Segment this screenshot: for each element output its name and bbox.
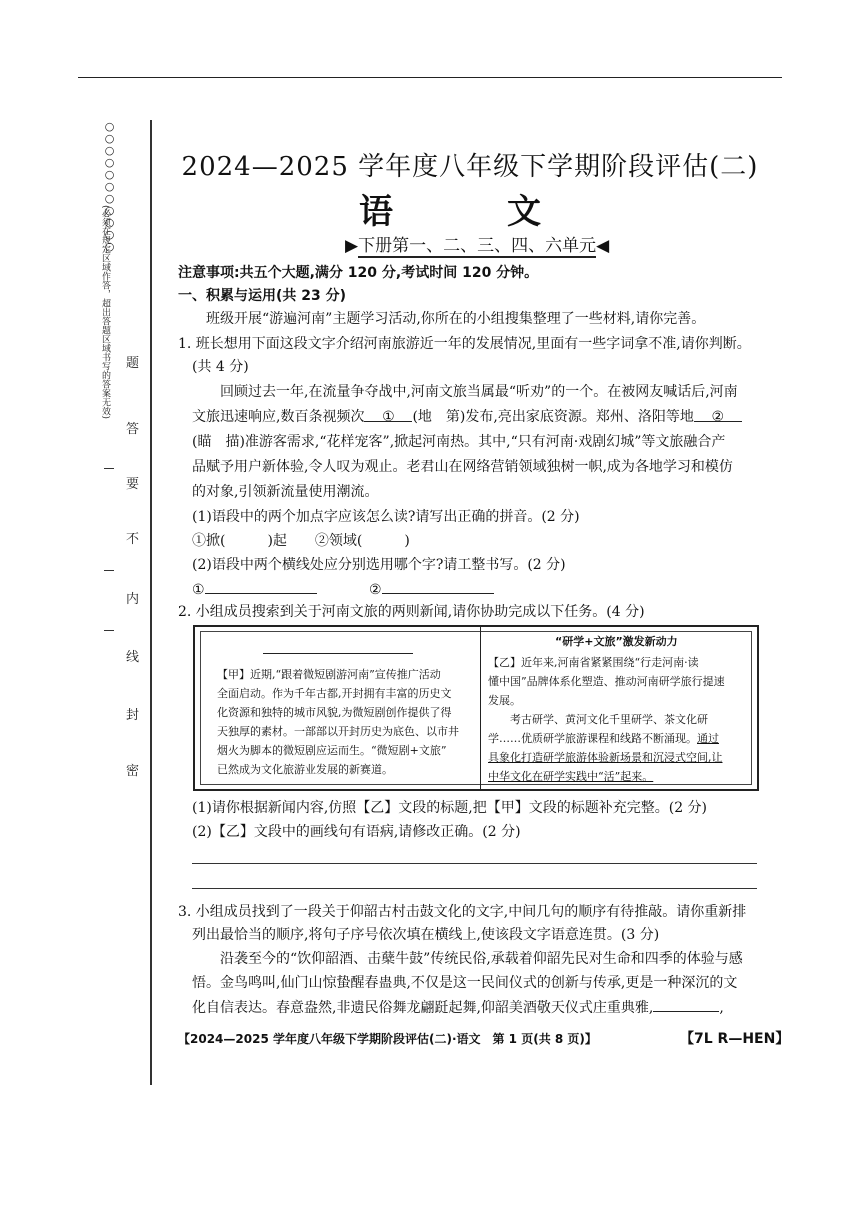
- seal-char: 不: [126, 532, 140, 547]
- q2-sub1: (1)请你根据新闻内容,仿照【乙】文段的标题,把【甲】文段的标题补充完整。(2 分): [192, 800, 708, 816]
- news-yi-line: [488, 729, 750, 748]
- seal-char: 线: [126, 650, 140, 665]
- q1-sub1-answers[interactable]: ①掀( )起 ②领域( ): [192, 533, 410, 549]
- q3-text: 化自信表达。春意盎然,非遗民俗舞龙翩跹起舞,仰韶美酒敬天仪式庄重典雅,: [192, 1000, 654, 1016]
- news-jia-line: 已然成为文化旅游业发展的新赛道。: [217, 763, 393, 776]
- q1-para-line: [192, 407, 742, 427]
- news-jia-line: 烟火为脚本的微短剧应运而生。“微短剧+文旅”: [217, 744, 447, 757]
- notice: [178, 263, 538, 283]
- jia-title-blank[interactable]: [263, 653, 413, 654]
- news-yi-line: 发展。: [488, 694, 521, 707]
- news-jia-line: 天独厚的素材。一部部以开封历史为底色、以市井: [217, 725, 459, 738]
- page-top-rule: [78, 77, 782, 78]
- answer-line[interactable]: [192, 888, 757, 889]
- q1-text: 文旅迅速响应,数百条视频次: [192, 409, 365, 425]
- seal-char: 要: [126, 477, 140, 492]
- news-yi-line: 【乙】近年来,河南省紧紧围绕“行走河南·读: [488, 656, 699, 669]
- q1-para-line: (瞄 描)准游客需求,“花样宠客”,掀起河南热。其中,“只有河南·戏剧幻城”等文旅融合产: [192, 434, 726, 450]
- seal-dash: [104, 630, 114, 631]
- q3-answer-blank[interactable]: [653, 997, 719, 1012]
- news-yi-underlined: 中华文化在研学实践中“活”起来。: [488, 770, 654, 783]
- footer-code: 【7L R—HEN】: [680, 1031, 790, 1047]
- news-yi-line: 懂中国”品牌体系化塑造、推动河南研学旅行提速: [488, 675, 725, 688]
- q3-para-line: [192, 997, 724, 1018]
- q1-para-line: 回顾过去一年,在流量争夺战中,河南文旅当属最“听劝”的一个。在被网友喊话后,河南: [220, 384, 738, 400]
- binding-note-text: (必须在规定区域作答，超出答题区域书写的答案无效): [100, 205, 110, 420]
- q1-sub2: (2)语段中两个横线处应分别选用哪个字?请工整书写。(2 分): [192, 557, 566, 573]
- q1-para-line: 的对象,引领新流量使用潮流。: [192, 484, 379, 500]
- exam-title: 2024—2025 学年度八年级下学期阶段评估(二): [181, 152, 759, 182]
- news-yi-underlined: 通过: [697, 732, 719, 745]
- back-play-icon: ◀: [596, 236, 610, 256]
- answer-line-2[interactable]: [382, 579, 494, 594]
- answer-mark-2: ②: [369, 582, 382, 598]
- binding-note: [100, 205, 116, 505]
- answer-line-1[interactable]: [205, 579, 317, 594]
- play-icon: ▶: [345, 236, 359, 256]
- unit-scope-text: 下册第一、二、三、四、六单元: [358, 236, 597, 256]
- news-yi-title: “研学+文旅”激发新动力: [555, 635, 678, 648]
- news-yi-line: 考古研学、黄河文化千里研学、茶文化研: [488, 713, 708, 726]
- unit-scope: [345, 231, 609, 256]
- section1-heading: 一、积累与运用(共 23 分): [178, 288, 347, 304]
- answer-mark-1: ①: [192, 582, 205, 598]
- q1-sub1: (1)语段中的两个加点字应该怎么读?请写出正确的拼音。(2 分): [192, 509, 580, 525]
- news-yi: [488, 653, 750, 786]
- seal-char: 封: [126, 708, 140, 723]
- news-jia-line: 【甲】近期,“跟着微短剧游河南”宣传推广活动: [217, 668, 441, 681]
- q2-stem: 2. 小组成员搜索到关于河南文旅的两则新闻,请你协助完成以下任务。(4 分): [178, 604, 645, 620]
- q1-blank-1[interactable]: ①: [364, 407, 412, 422]
- q1-score: (共 4 分): [192, 359, 249, 375]
- binding-line: [150, 120, 152, 1085]
- subject-title: 语 文: [359, 192, 581, 232]
- q3-para-line: 悟。金鸟鸣叫,仙门山惊蛰醒春蛊典,不仅是这一民间仪式的创新与传承,更是一种深沉的文: [192, 975, 738, 991]
- news-jia-line: 全面启动。作为千年古都,开封拥有丰富的历史文: [217, 687, 452, 700]
- news-yi-underlined: 具象化打造研学旅游体验新场景和沉浸式空间,让: [488, 751, 723, 764]
- q3-stem-2: 列出最恰当的顺序,将句子序号依次填在横线上,使该段文字语意连贯。(3 分): [192, 927, 660, 943]
- news-jia: [217, 665, 479, 779]
- seal-char: 题: [126, 356, 140, 371]
- seal-dash: [104, 468, 114, 469]
- section1-intro: 班级开展“游遍河南”主题学习活动,你所在的小组搜集整理了一些材料,请你完善。: [206, 311, 706, 327]
- news-box: [193, 625, 759, 791]
- news-divider: [480, 627, 481, 789]
- answer-line[interactable]: [192, 863, 757, 864]
- q1-text: (地 第)发布,亮出家底资源。郑州、洛阳等地: [412, 409, 694, 425]
- seal-dash: [104, 570, 114, 571]
- news-yi-text: 学……优质研学旅游课程和线路不断涌现。: [488, 732, 697, 745]
- q2-sub2: (2)【乙】文段中的画线句有语病,请修改正确。(2 分): [192, 824, 521, 840]
- news-jia-line: 化资源和独特的城市风貌,为微短剧创作提供了得: [217, 706, 452, 719]
- q3-stem: 3. 小组成员找到了一段关于仰韶古村击鼓文化的文字,中间几句的顺序有待推敲。请你重新排: [178, 904, 747, 920]
- q3-para-line: 沿袭至今的“饮仰韶酒、击蘖牛鼓”传统民俗,承载着仰韶先民对生命和四季的体验与感: [220, 951, 743, 967]
- binding-circles: ○○○○○○○○○○○: [103, 120, 116, 252]
- q1-stem: 1. 班长想用下面这段文字介绍河南旅游近一年的发展情况,里面有一些字词拿不准,请你判断。: [178, 336, 751, 352]
- q3-text-end: ,: [719, 1000, 724, 1016]
- seal-char: 答: [126, 422, 140, 437]
- q1-blank-2[interactable]: ②: [694, 407, 742, 422]
- footer-left: 【2024—2025 学年度八年级下学期阶段评估(二)·语文 第 1 页(共 8 页)】: [178, 1032, 597, 1046]
- notice-text: 注意事项:共五个大题,满分 120 分,考试时间 120 分钟。: [178, 265, 539, 281]
- q1-para-line: 品赋予用户新体验,令人叹为观止。老君山在网络营销领域独树一帜,成为各地学习和模仿: [192, 459, 733, 475]
- seal-char: 密: [126, 764, 140, 779]
- q1-sub2-answers[interactable]: [192, 579, 494, 600]
- seal-char: 内: [126, 592, 140, 607]
